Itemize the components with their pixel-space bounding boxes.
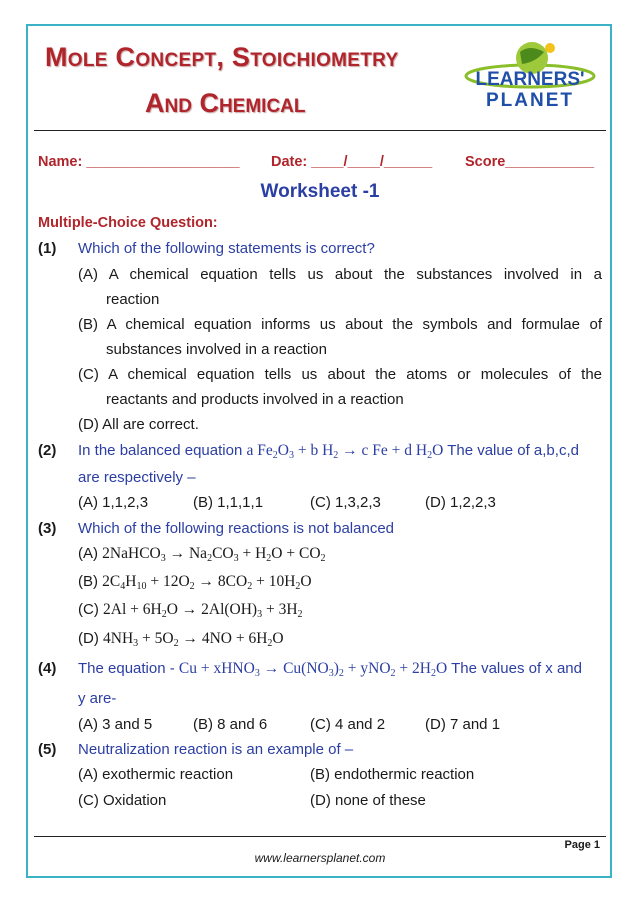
question-4-equation: Cu + xHNO$_3$ → $Cu(NO_3)_2 + yNO_2 + 2H_2O$ xyxy=(178,660,448,679)
section-title: Multiple-Choice Question: xyxy=(38,215,218,231)
option-b-line-1: (B) A chemical equation informs us about the symbols and formulae of xyxy=(78,316,602,333)
date-field[interactable]: Date: ____/____/______ xyxy=(271,154,433,170)
question-2-option-c: (C) 1,3,2,3 xyxy=(310,494,381,511)
learners-planet-logo xyxy=(460,36,600,116)
header-divider xyxy=(34,130,606,131)
option-c-line-2: reactants and products involved in a reaction xyxy=(106,391,404,408)
question-2-option-b: (B) 1,1,1,1 xyxy=(193,494,264,511)
q3-equation-b: $2C_4H_{10} + 12O_2 \to 8CO_2 + 10H_2O$ xyxy=(102,573,312,592)
logo-star xyxy=(545,43,555,53)
question-5-option-b: (B) endothermic reaction xyxy=(310,766,475,783)
question-1-number: (1) xyxy=(38,240,57,257)
question-2-text xyxy=(78,442,579,461)
q3-label-c: (C) xyxy=(78,601,99,618)
question-2-number: (2) xyxy=(38,442,57,459)
question-1-option-d: (D) All are correct. xyxy=(78,416,199,433)
option-a-line-2: reaction xyxy=(106,291,160,308)
question-4-text xyxy=(78,660,582,679)
question-4-text-post: The values of x and xyxy=(451,660,582,677)
question-2-option-d: (D) 1,2,2,3 xyxy=(425,494,496,511)
question-4-option-c: (C) 4 and 2 xyxy=(310,716,386,733)
question-5-option-c: (C) Oxidation xyxy=(78,792,167,809)
question-4-text-pre: The equation - xyxy=(78,660,175,677)
page-number: Page 1 xyxy=(564,839,600,851)
footer-divider xyxy=(34,836,606,837)
question-4-option-b: (B) 8 and 6 xyxy=(193,716,268,733)
question-2-text-pre: In the balanced equation xyxy=(78,442,243,459)
question-4-text-line-2: y are- xyxy=(78,690,117,707)
question-3-option-d xyxy=(78,630,284,649)
logo-text-1: LEARNERS' xyxy=(475,69,585,90)
q3-equation-a: 2NaHCO$_3$ → $Na_2CO_3 + H_2O + CO_2$ xyxy=(102,545,326,564)
question-3-number: (3) xyxy=(38,520,57,537)
question-4-option-d: (D) 7 and 1 xyxy=(425,716,501,733)
question-5-number: (5) xyxy=(38,741,57,758)
question-5-text: Neutralization reaction is an example of – xyxy=(78,741,354,758)
option-c-line-1: (C) A chemical equation tells us about the atoms or molecules of the xyxy=(78,366,602,383)
logo-text-2: PLANET xyxy=(486,90,574,111)
option-a-line-1: (A) A chemical equation tells us about the substances involved in a xyxy=(78,266,602,283)
question-2-equation: a $Fe_2O_3 + b$ $H_2 \to c$ Fe + d $H_2O$ xyxy=(246,442,444,461)
question-2-text-post: The value of a,b,c,d xyxy=(447,442,579,459)
q3-label-d: (D) xyxy=(78,630,99,647)
question-4-number: (4) xyxy=(38,660,57,677)
title-line-1: Mole Concept, Stoichiometry xyxy=(45,42,399,72)
question-1-text: Which of the following statements is correct? xyxy=(78,240,375,257)
question-1-option-b xyxy=(78,312,602,362)
question-3-option-c xyxy=(78,601,303,620)
question-3-option-b xyxy=(78,573,312,592)
option-b-line-2: substances involved in a reaction xyxy=(106,341,327,358)
question-2-text-line-2: are respectively – xyxy=(78,469,196,486)
question-5-option-d: (D) none of these xyxy=(310,792,426,809)
q3-equation-c: $2Al + 6H_2O \to 2Al(OH)_3 + 3H_2$ xyxy=(103,601,303,620)
footer-url[interactable]: www.learnersplanet.com xyxy=(254,851,386,865)
q3-label-a: (A) xyxy=(78,545,98,562)
score-field[interactable]: Score___________ xyxy=(465,154,595,170)
question-3-text: Which of the following reactions is not balanced xyxy=(78,520,395,537)
question-1-option-a xyxy=(78,262,602,312)
question-4-option-a: (A) 3 and 5 xyxy=(78,716,153,733)
question-3-option-a xyxy=(78,545,326,564)
name-field[interactable]: Name: ___________________ xyxy=(38,154,240,170)
question-1-option-c xyxy=(78,362,602,412)
worksheet-title: Worksheet -1 xyxy=(260,181,380,202)
q3-equation-d: $4NH_3 + 5O_2 \to 4NO + 6H_2O$ xyxy=(103,630,284,649)
question-5-option-a: (A) exothermic reaction xyxy=(78,766,234,783)
q3-label-b: (B) xyxy=(78,573,98,590)
question-2-option-a: (A) 1,1,2,3 xyxy=(78,494,149,511)
title-line-2: And Chemical xyxy=(145,88,306,118)
